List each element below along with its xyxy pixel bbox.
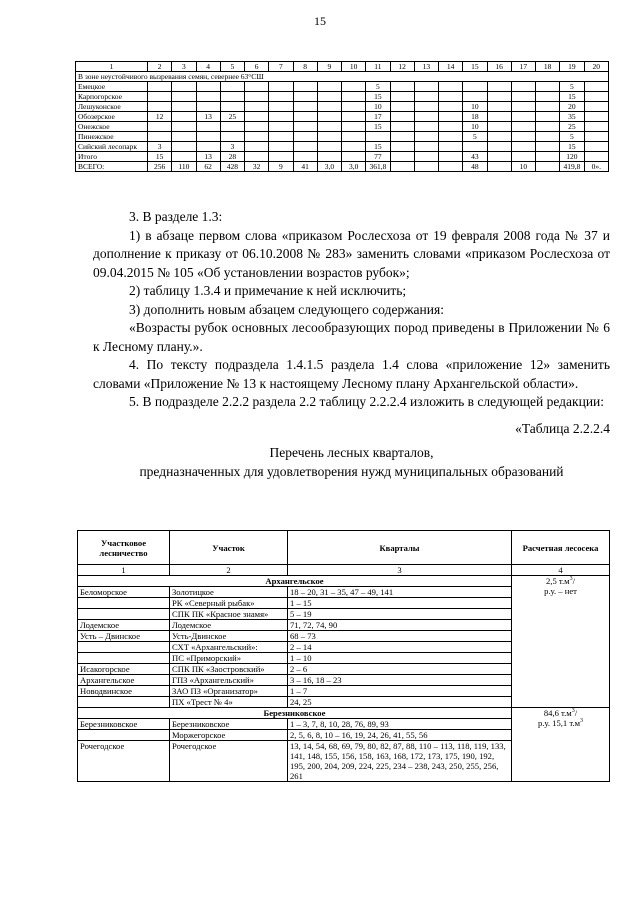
- column-number: 7: [269, 62, 293, 72]
- table-cell: [536, 162, 560, 172]
- table-cell: [342, 102, 366, 112]
- table-cell: [439, 112, 463, 122]
- table-cell: 13: [196, 112, 220, 122]
- calc-line-2: [514, 718, 607, 728]
- column-number: 4: [512, 565, 610, 576]
- table-cell: [245, 82, 269, 92]
- table-cell: 15: [366, 122, 390, 132]
- table-cell: [269, 112, 293, 122]
- table-cell: [439, 122, 463, 132]
- forestry-cell: [78, 598, 170, 609]
- table-cell: [584, 152, 609, 162]
- table-cell: [245, 152, 269, 162]
- column-number: 4: [196, 62, 220, 72]
- column-header: Кварталы: [288, 531, 512, 565]
- column-number: 12: [390, 62, 414, 72]
- table-header-row: [76, 62, 609, 72]
- table-cell: [584, 82, 609, 92]
- table-cell: 43: [463, 152, 487, 162]
- table-row: [76, 162, 609, 172]
- table-cell: [196, 102, 220, 112]
- table-cell: [196, 122, 220, 132]
- table-cell: [220, 82, 244, 92]
- calc-value: р.у. – нет: [544, 586, 577, 596]
- table-cell: [414, 82, 438, 92]
- table-cell: [220, 122, 244, 132]
- column-number: 20: [584, 62, 609, 72]
- column-number: 2: [170, 565, 288, 576]
- table-cell: [536, 92, 560, 102]
- quarters-cell: 1 – 15: [288, 598, 512, 609]
- calc-line-1: [514, 576, 607, 586]
- table-cell: [390, 142, 414, 152]
- table-cell: [172, 142, 196, 152]
- table-cell: [390, 92, 414, 102]
- calc-value: р.у. 15,1 т.м: [537, 718, 581, 728]
- table-cell: [463, 92, 487, 102]
- group-row: [78, 708, 610, 719]
- table-cell: [342, 92, 366, 102]
- table-cell: [487, 142, 511, 152]
- table-cell: [245, 132, 269, 142]
- table-title-line1: Перечень лесных кварталов,: [269, 445, 434, 460]
- plot-cell: Рочегодское: [170, 741, 288, 782]
- table-cell: 10: [366, 102, 390, 112]
- table-cell: [511, 92, 535, 102]
- plot-cell: Лодемское: [170, 620, 288, 631]
- forestry-cell: [78, 609, 170, 620]
- table-cell: [487, 82, 511, 92]
- table-cell: 12: [148, 112, 172, 122]
- calc-value: 84,6 т.м: [543, 708, 572, 718]
- table-cell: [342, 152, 366, 162]
- table-cell: [390, 102, 414, 112]
- calc-line-2: [514, 586, 607, 596]
- table-cell: [148, 122, 172, 132]
- paragraph: 1) в абзаце первом слова «приказом Рослесхоза от 19 февраля 2008 года № 37 и дополнение к приказу от 06.10.2008 № 283» заменить словами «приказом Рослесхоза от 09.04.2015 № 105 «Об установлении возрастов рубок»;: [93, 227, 610, 280]
- table-cell: 62: [196, 162, 220, 172]
- table-cell: [487, 162, 511, 172]
- row-label: Сийский лесопарк: [76, 142, 148, 152]
- quarters-cell: 24, 25: [288, 697, 512, 708]
- forestry-cell: [78, 730, 170, 741]
- table-cell: [220, 132, 244, 142]
- plot-cell: СХТ «Архангельский»:: [170, 642, 288, 653]
- row-label: Итого: [76, 152, 148, 162]
- table-cell: 5: [366, 82, 390, 92]
- plot-cell: СПК ПК «Заостровский»: [170, 664, 288, 675]
- table-cell: [342, 142, 366, 152]
- table-cell: [584, 132, 609, 142]
- table-cell: [487, 132, 511, 142]
- table-cell: 32: [245, 162, 269, 172]
- column-header: Участок: [170, 531, 288, 565]
- table-cell: [439, 152, 463, 162]
- plot-cell: Моржегорское: [170, 730, 288, 741]
- column-number: 1: [78, 565, 170, 576]
- table-cell: 15: [560, 92, 584, 102]
- column-number: 18: [536, 62, 560, 72]
- table-cell: [269, 82, 293, 92]
- column-number: 3: [172, 62, 196, 72]
- table-cell: [317, 92, 341, 102]
- paragraph: 4. По тексту подраздела 1.4.1.5 раздела 1.4 слова «приложение 12» заменить словами «Приложение № 13 к настоящему Лесному плану Архангельской области».: [93, 357, 610, 391]
- table-cell: 5: [560, 82, 584, 92]
- table-row: [76, 122, 609, 132]
- table-cell: [245, 142, 269, 152]
- table-row: [76, 112, 609, 122]
- table-cell: [511, 152, 535, 162]
- table-cell: [293, 132, 317, 142]
- quarters-cell: 13, 14, 54, 68, 69, 79, 80, 82, 87, 88, 110 – 113, 118, 119, 133, 141, 148, 155, 156, 158, 163, 168, 172, 173, 175, 190, 192, 195, 200, 204, 209, 224, 225, 234 – 238, 243, 250, 255, 256, 261: [288, 741, 512, 782]
- row-label: Лешуконское: [76, 102, 148, 112]
- table-cell: [196, 92, 220, 102]
- table-cell: [463, 142, 487, 152]
- table-cell: [317, 142, 341, 152]
- table-cell: [317, 132, 341, 142]
- table-cell: [317, 82, 341, 92]
- table-cell: [414, 152, 438, 162]
- column-number: 5: [220, 62, 244, 72]
- section-row: [76, 72, 609, 82]
- table-cell: [220, 102, 244, 112]
- table-cell: [511, 112, 535, 122]
- table-cell: [511, 142, 535, 152]
- table-cell: [390, 82, 414, 92]
- table-cell: [536, 102, 560, 112]
- plot-cell: СПК ПК «Красное знамя»: [170, 609, 288, 620]
- table-cell: [390, 162, 414, 172]
- column-number-row: [78, 565, 610, 576]
- table-cell: 15: [366, 142, 390, 152]
- species-table: [75, 61, 609, 172]
- table-cell: 25: [220, 112, 244, 122]
- table-cell: 10: [463, 102, 487, 112]
- table-cell: [584, 142, 609, 152]
- table-cell: [439, 132, 463, 142]
- table-cell: [584, 102, 609, 112]
- table-cell: [172, 152, 196, 162]
- paragraph: «Возрасты рубок основных лесообразующих пород приведены в Приложении № 6 к Лесному плану.».: [93, 320, 610, 354]
- paragraph: 3) дополнить новым абзацем следующего содержания:: [129, 301, 444, 317]
- forestry-cell: Исакогорское: [78, 664, 170, 675]
- table-cell: [584, 112, 609, 122]
- forestry-cell: Архангельское: [78, 675, 170, 686]
- table-cell: [293, 102, 317, 112]
- column-header: Расчетная лесосека: [512, 531, 610, 565]
- table-cell: [487, 92, 511, 102]
- table-cell: [511, 82, 535, 92]
- table-cell: 10: [511, 162, 535, 172]
- plot-cell: Золотицкое: [170, 587, 288, 598]
- calc-unit-power: 3: [569, 576, 573, 583]
- table-cell: [390, 112, 414, 122]
- calc-unit-power: 3: [580, 718, 584, 725]
- group-title: Архангельское: [78, 576, 512, 587]
- table-cell: 48: [463, 162, 487, 172]
- forestry-cell: Усть – Двинское: [78, 631, 170, 642]
- table-cell: [342, 82, 366, 92]
- forestry-cell: Рочегодское: [78, 741, 170, 782]
- table-cell: [536, 132, 560, 142]
- table-cell: [414, 142, 438, 152]
- forestry-cell: Новодвинское: [78, 686, 170, 697]
- table-cell: [269, 102, 293, 112]
- table-cell: [172, 102, 196, 112]
- table-cell: 3,0: [317, 162, 341, 172]
- column-number: 13: [414, 62, 438, 72]
- paragraph: 5. В подразделе 2.2.2 раздела 2.2 таблицу 2.2.2.4 изложить в следующей редакции:: [129, 394, 605, 409]
- table-cell: [317, 112, 341, 122]
- quarters-cell: 2 – 14: [288, 642, 512, 653]
- table-cell: 15: [560, 142, 584, 152]
- quarters-cell: 68 – 73: [288, 631, 512, 642]
- table-cell: [293, 82, 317, 92]
- row-label: Обозерское: [76, 112, 148, 122]
- calc-unit-power: 3: [571, 708, 575, 715]
- column-number: 14: [439, 62, 463, 72]
- table-cell: [196, 142, 220, 152]
- amendment-text: [93, 208, 610, 481]
- column-header: Участковое лесничество: [78, 531, 170, 565]
- table-cell: 17: [366, 112, 390, 122]
- table-cell: [269, 142, 293, 152]
- column-number: 16: [487, 62, 511, 72]
- table-cell: 77: [366, 152, 390, 162]
- row-label: ВСЕГО:: [76, 162, 148, 172]
- calc-separator: /: [574, 708, 578, 718]
- row-label: Онежское: [76, 122, 148, 132]
- row-label: Емецкое: [76, 82, 148, 92]
- plot-cell: ЗАО ПЗ «Организатор»: [170, 686, 288, 697]
- table-cell: [536, 82, 560, 92]
- calc-cutting-cell: [512, 576, 610, 708]
- table-cell: [172, 92, 196, 102]
- column-number: 17: [511, 62, 535, 72]
- table-cell: 3: [220, 142, 244, 152]
- row-label: Карпогорское: [76, 92, 148, 102]
- table-cell: [245, 112, 269, 122]
- table-cell: [317, 102, 341, 112]
- page-number: 15: [314, 14, 326, 28]
- table-cell: [148, 132, 172, 142]
- column-number: 1: [76, 62, 148, 72]
- table-cell: [439, 142, 463, 152]
- table-cell: [536, 152, 560, 162]
- plot-cell: Усть-Двинское: [170, 631, 288, 642]
- table-cell: [536, 122, 560, 132]
- column-number: 8: [293, 62, 317, 72]
- table-cell: [414, 122, 438, 132]
- table-cell: [536, 112, 560, 122]
- quarters-cell: 1 – 7: [288, 686, 512, 697]
- table-cell: 5: [560, 132, 584, 142]
- table-cell: [245, 122, 269, 132]
- table-cell: 0».: [584, 162, 609, 172]
- table-row: [76, 142, 609, 152]
- table-cell: [220, 92, 244, 102]
- table-cell: [317, 122, 341, 132]
- table-cell: [172, 132, 196, 142]
- table-cell: 35: [560, 112, 584, 122]
- table-cell: [269, 132, 293, 142]
- table-cell: [439, 162, 463, 172]
- quarters-cell: 71, 72, 74, 90: [288, 620, 512, 631]
- quarters-cell: 2, 5, 6, 8, 10 – 16, 19, 24, 26, 41, 55, 56: [288, 730, 512, 741]
- table-cell: [390, 122, 414, 132]
- quarters-cell: 2 – 6: [288, 664, 512, 675]
- table-cell: [439, 82, 463, 92]
- table-cell: 3,0: [342, 162, 366, 172]
- table-header-row: [78, 531, 610, 565]
- group-row: [78, 576, 610, 587]
- quarters-cell: 3 – 16, 18 – 23: [288, 675, 512, 686]
- plot-cell: ПХ «Трест № 4»: [170, 697, 288, 708]
- plot-cell: РК «Северный рыбак»: [170, 598, 288, 609]
- table-cell: 110: [172, 162, 196, 172]
- table-cell: 361,8: [366, 162, 390, 172]
- table-cell: 41: [293, 162, 317, 172]
- column-number: 15: [463, 62, 487, 72]
- table-cell: 13: [196, 152, 220, 162]
- table-cell: [293, 112, 317, 122]
- column-number: 3: [288, 565, 512, 576]
- table-cell: 10: [463, 122, 487, 132]
- table-cell: [317, 152, 341, 162]
- table-cell: 15: [148, 152, 172, 162]
- table-cell: [269, 152, 293, 162]
- table-cell: 419,8: [560, 162, 584, 172]
- table-cell: [511, 132, 535, 142]
- table-row: [76, 132, 609, 142]
- forestry-cell: Лодемское: [78, 620, 170, 631]
- calc-value: 2,5 т.м: [546, 576, 570, 586]
- table-cell: [269, 92, 293, 102]
- table-title-line2: предназначенных для удовлетворения нужд муниципальных образований: [139, 463, 564, 479]
- table-cell: [536, 142, 560, 152]
- column-number: 10: [342, 62, 366, 72]
- table-cell: [172, 82, 196, 92]
- forestry-cell: [78, 642, 170, 653]
- table-row: [76, 102, 609, 112]
- quarters-cell: 5 – 19: [288, 609, 512, 620]
- table-cell: [148, 92, 172, 102]
- table-cell: [366, 132, 390, 142]
- forestry-cell: [78, 697, 170, 708]
- table-cell: [487, 122, 511, 132]
- forestry-cell: Беломорское: [78, 587, 170, 598]
- table-cell: [293, 92, 317, 102]
- table-row: [76, 92, 609, 102]
- table-cell: [414, 92, 438, 102]
- table-cell: [584, 122, 609, 132]
- table-cell: [439, 92, 463, 102]
- paragraph: 2) таблицу 1.3.4 и примечание к ней исключить;: [129, 283, 407, 298]
- forestry-cell: Березниковское: [78, 719, 170, 730]
- table-cell: [148, 82, 172, 92]
- table-cell: [293, 152, 317, 162]
- table-cell: [172, 122, 196, 132]
- table-cell: [196, 82, 220, 92]
- table-cell: 3: [148, 142, 172, 152]
- column-number: 19: [560, 62, 584, 72]
- row-label: Пинежское: [76, 132, 148, 142]
- table-cell: [390, 132, 414, 142]
- table-cell: [511, 102, 535, 112]
- calc-line-1: [514, 708, 607, 718]
- paragraph: 3. В разделе 1.3:: [129, 209, 223, 224]
- table-cell: [245, 92, 269, 102]
- table-cell: 120: [560, 152, 584, 162]
- table-cell: [342, 132, 366, 142]
- table-cell: 28: [220, 152, 244, 162]
- forestry-cell: [78, 653, 170, 664]
- table-cell: [293, 142, 317, 152]
- table-cell: 256: [148, 162, 172, 172]
- plot-cell: Березниковское: [170, 719, 288, 730]
- table-cell: [172, 112, 196, 122]
- table-cell: 5: [463, 132, 487, 142]
- section-title: В зоне неустойчивого вызревания семян, севернее 63°СШ: [76, 72, 609, 82]
- plot-cell: ПС «Приморский»: [170, 653, 288, 664]
- table-cell: [487, 112, 511, 122]
- plot-cell: ГПЗ «Архангельский»: [170, 675, 288, 686]
- table-cell: [439, 102, 463, 112]
- table-cell: [390, 152, 414, 162]
- column-number: 6: [245, 62, 269, 72]
- table-cell: 18: [463, 112, 487, 122]
- calc-separator: /: [572, 576, 575, 586]
- table-cell: [414, 132, 438, 142]
- table-cell: 428: [220, 162, 244, 172]
- table-cell: [196, 132, 220, 142]
- table-label: «Таблица 2.2.2.4: [515, 420, 610, 436]
- column-number: 2: [148, 62, 172, 72]
- table-cell: [463, 82, 487, 92]
- quarters-cell: 18 – 20, 31 – 35, 47 – 49, 141: [288, 587, 512, 598]
- table-cell: [511, 122, 535, 132]
- table-cell: 25: [560, 122, 584, 132]
- table-cell: 15: [366, 92, 390, 102]
- calc-cutting-cell: [512, 708, 610, 782]
- group-title: Березниковское: [78, 708, 512, 719]
- table-cell: [269, 122, 293, 132]
- quarters-cell: 1 – 3, 7, 8, 10, 28, 76, 89, 93: [288, 719, 512, 730]
- table-cell: [342, 122, 366, 132]
- table-cell: [487, 102, 511, 112]
- table-cell: 20: [560, 102, 584, 112]
- quarters-table: [77, 530, 610, 782]
- table-cell: [245, 102, 269, 112]
- table-cell: [584, 92, 609, 102]
- table-cell: [148, 102, 172, 112]
- column-number: 9: [317, 62, 341, 72]
- column-number: 11: [366, 62, 390, 72]
- table-cell: [342, 112, 366, 122]
- table-row: [76, 152, 609, 162]
- table-cell: [414, 112, 438, 122]
- table-cell: [487, 152, 511, 162]
- table-cell: [414, 102, 438, 112]
- quarters-cell: 1 – 10: [288, 653, 512, 664]
- table-row: [76, 82, 609, 92]
- table-cell: [414, 162, 438, 172]
- table-cell: 9: [269, 162, 293, 172]
- table-cell: [293, 122, 317, 132]
